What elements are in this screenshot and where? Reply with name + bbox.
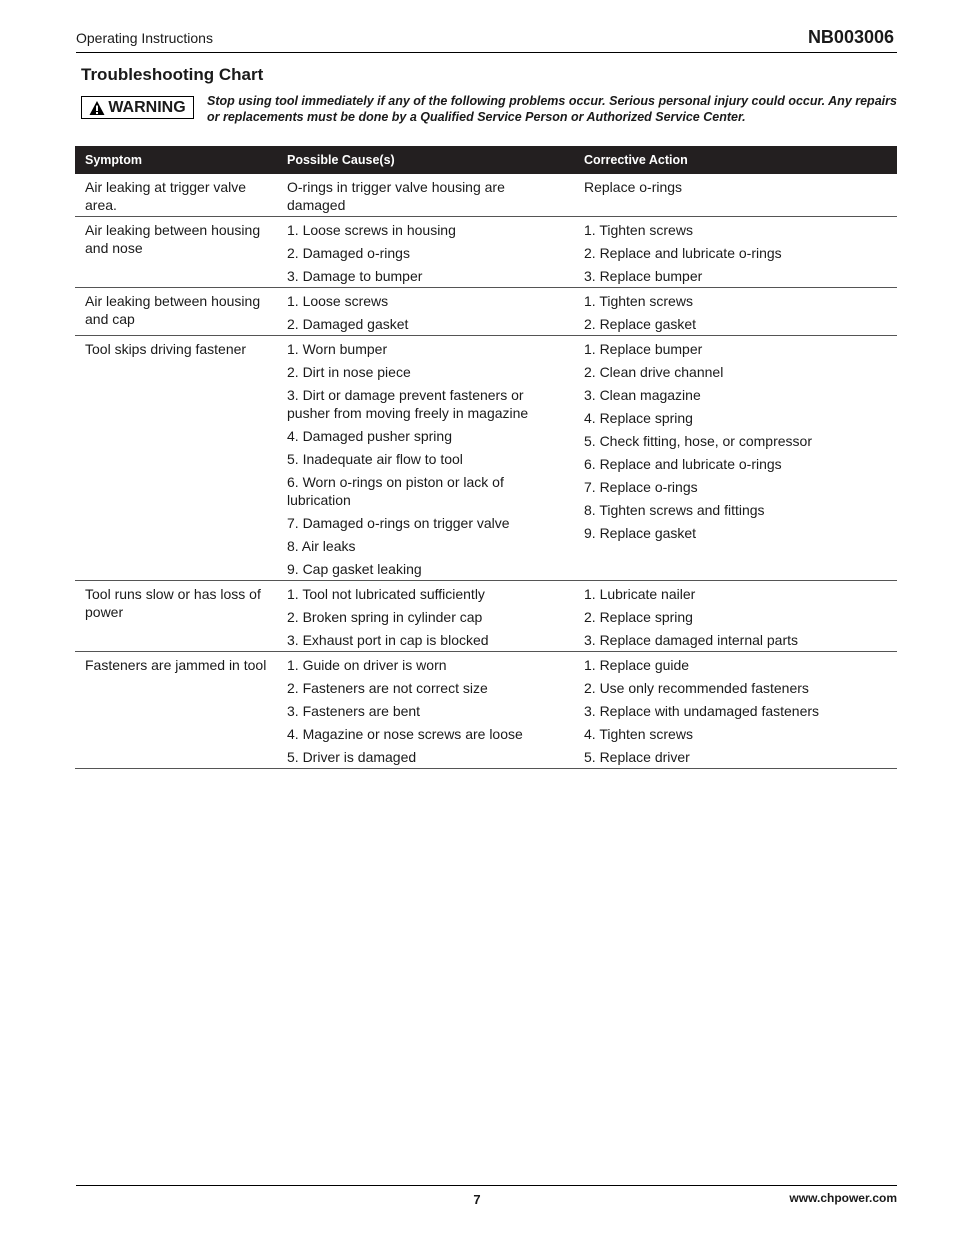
- table-row: [75, 581, 897, 652]
- action-cell: [574, 581, 897, 652]
- action-item: 2. Use only recommended fasteners: [584, 680, 809, 696]
- header-section: Operating Instructions: [76, 30, 213, 46]
- page-number: 7: [473, 1192, 481, 1207]
- cause-cell: [277, 581, 574, 652]
- action-item: 4. Replace spring: [584, 410, 693, 426]
- cause-cell: [277, 174, 574, 217]
- cause-item: 3. Dirt or damage prevent fasteners or pusher from moving freely in magazine: [287, 387, 529, 421]
- action-cell: [574, 217, 897, 288]
- action-item: 1. Tighten screws: [584, 222, 693, 238]
- action-item: 3. Replace damaged internal parts: [584, 632, 799, 648]
- model-number: NB003006: [807, 27, 894, 47]
- table-header-row: [75, 146, 897, 174]
- action-item: 4. Tighten screws: [584, 726, 693, 742]
- cause-item: 1. Loose screws in housing: [287, 222, 456, 238]
- symptom-cell: Tool runs slow or has loss of power: [85, 586, 261, 620]
- cause-item: 3. Exhaust port in cap is blocked: [287, 632, 489, 648]
- action-cell: [574, 288, 897, 336]
- cause-item: 1. Worn bumper: [287, 341, 388, 357]
- cause-item: 3. Fasteners are bent: [287, 703, 421, 719]
- column-header-causes: Possible Cause(s): [277, 146, 574, 174]
- cause-item: 7. Damaged o-rings on trigger valve: [287, 515, 510, 531]
- action-item: 1. Replace guide: [584, 657, 690, 673]
- action-item: 1. Lubricate nailer: [584, 586, 696, 602]
- cause-item: 3. Damage to bumper: [287, 268, 423, 284]
- action-item: Replace o-rings: [584, 179, 683, 195]
- action-cell: [574, 652, 897, 769]
- cause-item: 5. Driver is damaged: [287, 749, 417, 765]
- action-item: 6. Replace and lubricate o-rings: [584, 456, 782, 472]
- cause-item: 2. Fasteners are not correct size: [287, 680, 488, 696]
- action-item: 8. Tighten screws and fittings: [584, 502, 765, 518]
- action-item: 7. Replace o-rings: [584, 479, 698, 495]
- symptom-cell: Air leaking between housing and nose: [85, 222, 261, 256]
- action-item: 2. Replace spring: [584, 609, 693, 625]
- table-row: [75, 174, 897, 217]
- action-item: 3. Replace with undamaged fasteners: [584, 703, 820, 719]
- action-item: 1. Replace bumper: [584, 341, 703, 357]
- action-item: 2. Replace and lubricate o-rings: [584, 245, 782, 261]
- cause-cell: [277, 217, 574, 288]
- cause-item: 8. Air leaks: [287, 538, 356, 554]
- cause-item: 2. Damaged o-rings: [287, 245, 410, 261]
- action-item: 3. Clean magazine: [584, 387, 701, 403]
- cause-item: 9. Cap gasket leaking: [287, 561, 422, 577]
- warning-label: WARNING: [108, 98, 186, 116]
- cause-item: 4. Magazine or nose screws are loose: [287, 726, 523, 742]
- column-header-actions: Corrective Action: [574, 146, 897, 174]
- table-row: [75, 652, 897, 769]
- cause-item: 2. Broken spring in cylinder cap: [287, 609, 483, 625]
- cause-cell: [277, 288, 574, 336]
- website-url: www.chpower.com: [789, 1191, 897, 1205]
- action-cell: [574, 336, 897, 581]
- cause-cell: [277, 652, 574, 769]
- cause-item: O-rings in trigger valve housing are damaged: [287, 179, 505, 213]
- footer-divider: [76, 1185, 897, 1186]
- cause-item: 1. Tool not lubricated sufficiently: [287, 586, 485, 602]
- warning-text: Stop using tool immediately if any of the following problems occur. Serious personal injury could occur. Any repairs or replacements must be done by a Qualified Service Person or Authorized Service Center.: [207, 94, 897, 124]
- symptom-cell: Fasteners are jammed in tool: [85, 657, 267, 673]
- table-row: [75, 217, 897, 288]
- cause-item: 1. Guide on driver is worn: [287, 657, 447, 673]
- symptom-cell: Air leaking at trigger valve area.: [85, 179, 247, 213]
- cause-item: 2. Dirt in nose piece: [287, 364, 411, 380]
- action-item: 1. Tighten screws: [584, 293, 693, 309]
- action-item: 9. Replace gasket: [584, 525, 697, 541]
- action-item: 2. Clean drive channel: [584, 364, 724, 380]
- header-divider: [76, 52, 897, 53]
- action-item: 5. Replace driver: [584, 749, 690, 765]
- page-title: Troubleshooting Chart: [81, 65, 264, 84]
- table-row: [75, 336, 897, 581]
- cause-item: 4. Damaged pusher spring: [287, 428, 452, 444]
- action-item: 3. Replace bumper: [584, 268, 703, 284]
- cause-item: 2. Damaged gasket: [287, 316, 409, 332]
- action-item: 2. Replace gasket: [584, 316, 697, 332]
- symptom-cell: Tool skips driving fastener: [85, 341, 247, 357]
- symptom-cell: Air leaking between housing and cap: [85, 293, 261, 327]
- troubleshooting-table: [75, 146, 897, 769]
- warning-badge: [81, 96, 194, 119]
- cause-item: 6. Worn o-rings on piston or lack of lubrication: [287, 474, 504, 508]
- column-header-symptom: Symptom: [75, 146, 277, 174]
- cause-cell: [277, 336, 574, 581]
- warning-triangle-icon: [89, 100, 105, 116]
- action-cell: [574, 174, 897, 217]
- cause-item: 5. Inadequate air flow to tool: [287, 451, 463, 467]
- cause-item: 1. Loose screws: [287, 293, 389, 309]
- table-row: [75, 288, 897, 336]
- action-item: 5. Check fitting, hose, or compressor: [584, 433, 812, 449]
